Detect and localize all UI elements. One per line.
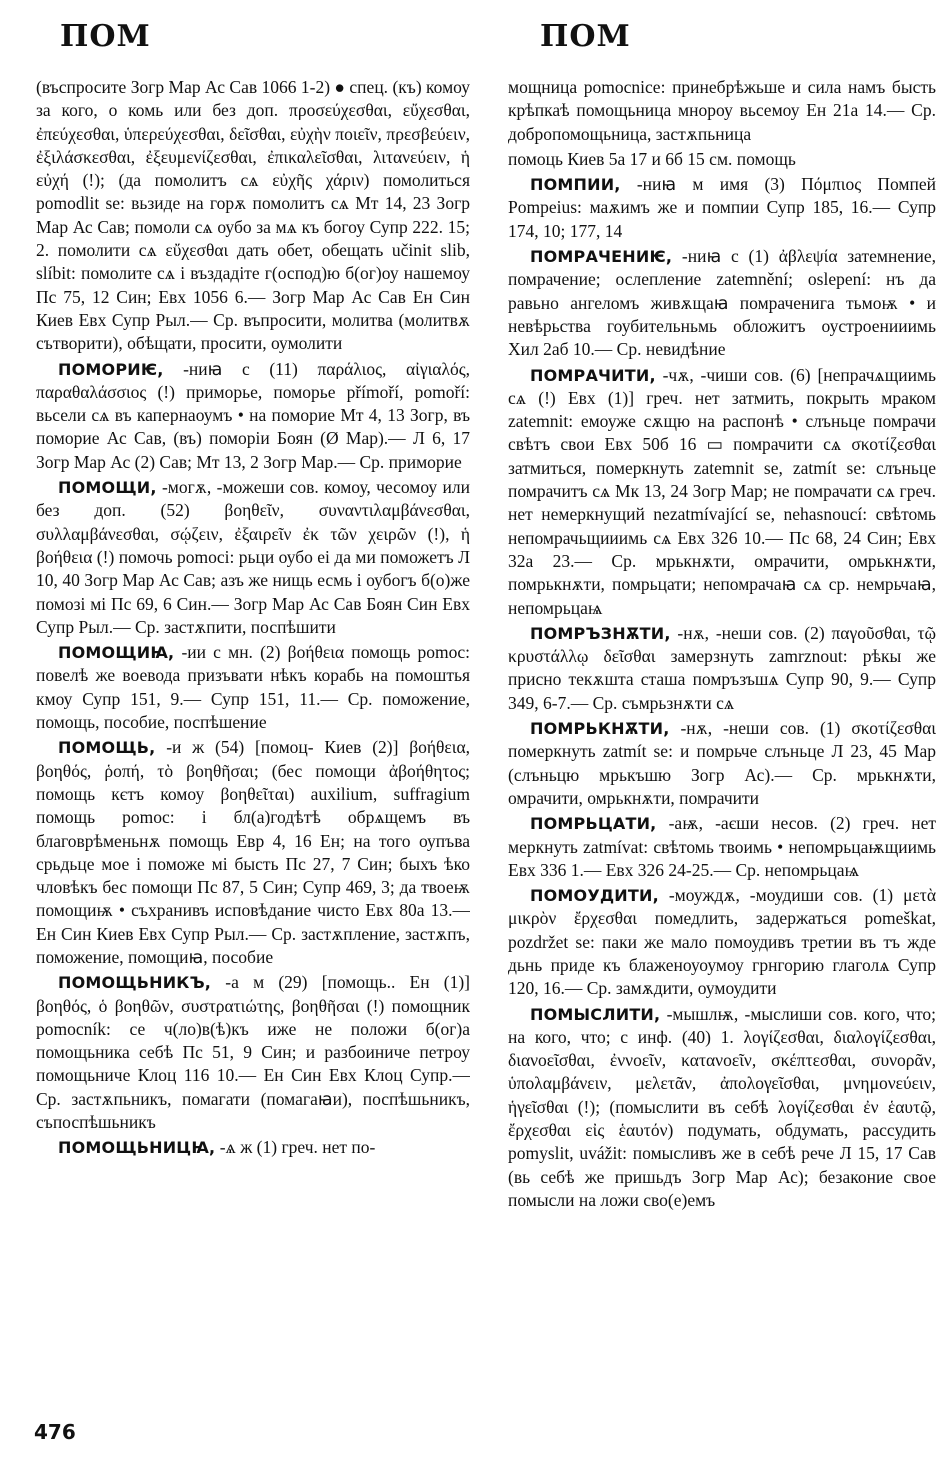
entry-headword: ПОМОЩЬНИКЪ, (58, 973, 212, 993)
entry-headword: ПОМОЩЬ, (58, 738, 156, 758)
entry-text: помоць Киев 5а 17 и 6б 15 см. помощь (508, 148, 796, 169)
entry-headword: ПОМОРИѤ, (58, 359, 164, 379)
entry-headword: ПОМОУДИТИ, (530, 886, 659, 906)
entry-text: -нѫ, -неши сов. (2) παγοῦσθαι, τῷ κρυστάλλῳ δεῖσθαι замерзнуть zamrznout: рѣкы же присно текѫшта сташа помръзъшѧ Супр 90, 9.— Супр 349, 6-7.— Ср. съмрьзнѫти сѧ (508, 622, 936, 713)
entry-headword: ПОМПИИ, (530, 175, 621, 195)
dictionary-entry (508, 812, 936, 882)
entry-text: -а м (29) [помощь.. Ен (1)] βοηθός, ὁ βοηθῶν, συστρατιώτης, βοηθῆσαι (!) помощник pomocník: се ч(ло)в(ѣ)къ иже не положи б(ог)а помощьника себѣ Пс 51, 9 Син; и разбоиниче петроу помощьниче Клоц 116 10.— Ен Син Евх Клоц Супр.— Ср. застѫпьникъ, помагати (помагаꙗи), поспѣшьникъ, съпоспѣшьникъ (36, 972, 470, 1133)
entry-text: -моуждѫ, -моудиши сов. (1) μετὰ μικρὸν ἔρχεσθαι помедлить, задержаться pomeškat, pozdržet se: паки же мало помоудивъ третии въ тъ жде дьнь приде къ блаженоуоумоу грнгорию глаголѧ Супр 120, 16.— Ср. замѫдити, оумоудити (508, 885, 936, 999)
entry-text: -нѫ, -неши сов. (1) σκοτίζεσθαι померкнуть zatmít se: и помрьче слъньце Л 23, 45 Мар (слъньцю мрькъшю Зогр Ас).— Ср. мрькнѫти, омрачити, омрькнѫти, помрачити (508, 718, 936, 808)
entry-text: -мышлѭ, -мыслиши сов. кого, что; на кого, что; с инф. (40) 1. λογίζεσθαι, διαλογίζεσθαι, διανοεῖσθαι, ἐννοεῖν, κατανοεῖν, σκέπτεσθαι, συνορᾶν, ὑπολαμβάνειν, μελετᾶν, ἀπολογεῖσθαι, μνημονεύειν, ἡγεῖσθαι (!); (помыслити въ себѣ λογίζεσθαι ἐν ἑαυτῷ, ἔρχεσθαι εἰς ἑαυτόν) подумать, обдумать, рассудить pomyslit, uvážit: помысливъ же в себѣ рече Л 15, 17 Сав (вь себѣ же пришьдъ Зогр Мар Ас); безаконие свое помысли на ложи сво(е)емъ (508, 1003, 936, 1210)
dictionary-entry (508, 622, 936, 715)
dictionary-entry (36, 76, 470, 356)
entry-headword: ПОМЫСЛИТИ, (530, 1004, 661, 1024)
dictionary-entry (36, 736, 470, 969)
dictionary-entry (36, 476, 470, 639)
entry-text: -ниꙗ м имя (3) Πόμπιος Помпей Pompeius: маѫимъ же и помпии Супр 185, 16.— Супр 174, 10; 177, 14 (508, 174, 936, 241)
entry-text: -аѭ, -аєши несов. (2) греч. нет меркнуть zatmívat: свѣтомь твоимь • непомрьцаѭщиимь Евх 336 1.— Евх 326 24-25.— Ср. непомрьцаѩ (508, 813, 936, 880)
entry-headword: ПОМРАЧИТИ, (530, 365, 656, 385)
entry-text: -ии с мн. (2) βοήθεια помощь pomoc: повелѣ же воевода призъвати нѣкъ корабь на помоштья кмоу Супр 151, 9.— Супр 151, 11.— Ср. поможение, помощь, пособие, поспѣшение (36, 642, 470, 733)
dictionary-entry (36, 1136, 470, 1159)
entry-headword: ПОМРЪЗНѪТИ, (530, 623, 671, 643)
dictionary-entry (508, 148, 936, 171)
entry-headword: ПОМРЬЦАТИ, (530, 814, 657, 834)
entry-text: -могѫ, -можеши сов. комоу, чесомоу или без доп. (52) βοηθεῖν, συναντιλαμβάνεσθαι, συλλαμβάνεσθαι, σῴζειν, ἐξαιρεῖν ἐκ τῶν χειρῶν (!), ἡ βοήθεια (!) помочь pomoci: рьци оубо еі да ми поможетъ Л 10, 40 Зогр Мар Ас Сав; азъ же нищь есмь і оубогъ б(о)же помозі мі Пс 69, 6 Син.— Зогр Мар Ас Сав Боян Син Евх Супр Рыл.— Ср. застѫпити, поспѣшити (36, 477, 470, 637)
entry-headword: ПОМОЩИ, (58, 478, 157, 498)
entry-text: -чѫ, -чиши сов. (6) [непрачѧщиимь сѧ (!) Евх (1)] греч. нет затмить, покрыть мраком zatemnit: емоуже сѫщю на распонѣ • слъньце помрачи свѣтъ свои Евх 50б 16 ▭ помрачити сѧ σκοτίζεσθαι затмиться, померкнуть zatemnit se, zatmít se: слъньце помрачитъ сѧ Мк 13, 24 Зогр Мар; не помрачати сѧ греч. нет немеркнущий nezatmívající se, nehasnoucí: свѣтомь непомрачьщииимь сѧ Евх 326 10.— Пс 68, 24 Син; Евх 32а 23.— Ср. мрькнѫти, омрачити, омрькнѫти, помрькнѫти, помрьцати; непомрачаꙗ сѧ ср. немрьчаꙗ, непомрьцаѩ (508, 364, 936, 618)
entry-headword: ПОМРАЧЕНИѤ, (530, 247, 673, 267)
dictionary-entry (36, 641, 470, 734)
page-number: 476 (34, 1420, 76, 1444)
entry-text: -ниꙗ с (11) παράλιος, αἰγιαλός, παραθαλάσσιος (!) приморье, поморье přímoří, pomoří: вьсели сѧ въ капернаоумъ • на поморие Мт 4, 13 Зогр, въ поморие Ас Сав, (въ) поморіи Боян (Ø Мар).— Л 6, 17 Зогр Мар Ас (2) Сав; Мт 13, 2 Зогр Мар.— Ср. приморие (36, 358, 470, 472)
entry-text: мощница pomocnice: принебрѣжьше и сила намъ бысть крѣпкаѣ помощьница мнороу вьсемоу Ен 21а 14.— Ср. добропомощьница, застѫпьница (508, 77, 936, 144)
right-column (508, 76, 936, 1406)
entry-headword: ПОМОЩЬНИЦꙖ, (58, 1138, 216, 1158)
dictionary-entry (508, 717, 936, 810)
left-column (36, 76, 470, 1406)
dictionary-entry (508, 884, 936, 1000)
dictionary-entry (508, 1003, 936, 1213)
running-head-left: ПОМ (60, 19, 151, 54)
dictionary-entry (508, 245, 936, 361)
entry-headword: ПОМРЬКНѪТИ, (530, 719, 670, 739)
entry-text: -и ж (54) [помоц- Киев (2)] βοήθεια, βοηθός, ῥοπή, τὸ βοηθῆσαι; (бес помощи ἀβοήθητος; помощь кєтъ комоу βοηθεῖται) auxilium, suffragium помощь pomoc: і бл(а)годѣтѣ обрѧщемъ въ благоврѣменьнѫ помощь Евр 4, 16 Ен; на того оупъва срьдьце мое і поможе мі бысть Пс 27, 7 Син; быхъ ѣко чловѣкъ бес помощи Пс 87, 5 Син; Супр 469, 3; да твоеѭ помощиѭ • съхранивъ исповѣдание чисто Евх 80а 13.— Ен Син Киев Евх Супр Рыл.— Ср. застѫпление, застѫпъ, поможение, помощиꙗ, пособие (36, 737, 470, 967)
dictionary-entry (36, 358, 470, 474)
entry-text: -ниꙗ с (1) ἀβλεψία затемнение, помрачение; ослепление zatemnění; oslepení: нъ да равьно ангеломъ живѫщаꙗ помраченига тьмоѭ • и невѣрьства гоубительньмь обложитъ оустроенииимь Хил 2аб 10.— Ср. невидѣние (508, 246, 936, 360)
dictionary-entry (36, 971, 470, 1134)
dictionary-entry (508, 76, 936, 146)
entry-headword: ПОМОЩИꙖ, (58, 643, 175, 663)
entry-text: (въспросите Зогр Мар Ас Сав 1066 1-2) ● спец. (къ) комоу за кого, о комь или без доп. προσεύχεσθαι, εὔχεσθαι, ἐπεύχεσθαι, ὑπερεύχεσθαι, δεῖσθαι, εὐχὴν ποιεῖν, πρεσβεύειν, ἐξιλάσκεσθαι, ἐξευμενίζεσθαι, ἐπικαλεῖσθαι, λιτανεύειν, ἡ εὐχή (!); (да помолитъ сѧ εὐχῆς χάριν) помолиться pomodlit se: вьзиде на горѫ помолитъ сѧ Мт 14, 23 Зогр Мар Ас Сав; помоли сѧ оубо за мѧ къ богоу Супр 222. 15; 2. помолити сѧ εὔχεσθαι дать обет, обещать učinit slib, slíbit: помолите сѧ і въздадіте г(оспод)ю б(ог)оу нашемоу Пс 75, 12 Син; Евх 1056 6.— Зогр Мар Ас Сав Ен Син Киев Евх Супр Рыл.— Ср. въпросити, молитва (молитвѫ сътворити), обѣщати, просити, оумолити (36, 77, 470, 354)
running-head-right: ПОМ (540, 19, 631, 54)
dictionary-entry (508, 173, 936, 243)
entry-text: -ѧ ж (1) греч. нет по- (219, 1137, 376, 1158)
dictionary-entry (508, 364, 936, 620)
